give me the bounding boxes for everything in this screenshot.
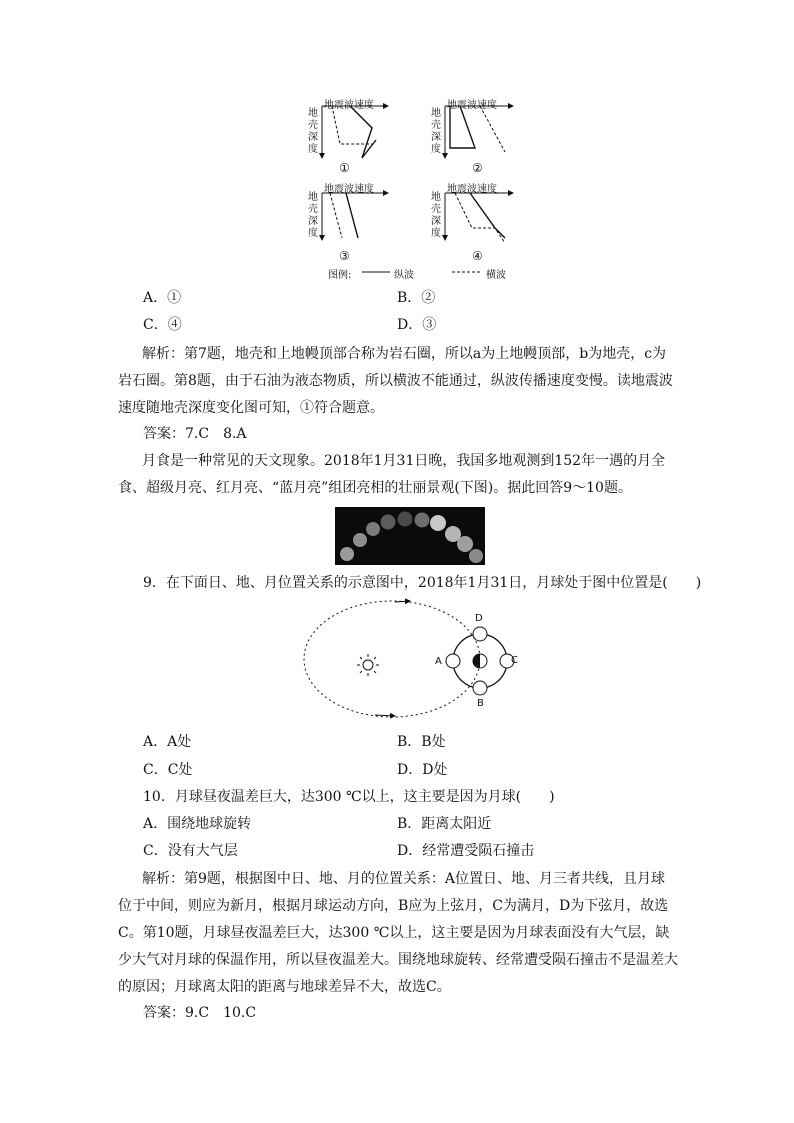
- panel-4: [445, 193, 513, 243]
- q8-option-a: A．①: [143, 290, 182, 306]
- earth-icon: [473, 654, 487, 668]
- panel-2: [445, 106, 513, 158]
- panel-1: [322, 106, 388, 158]
- q10-option-c: C．没有大气层: [143, 843, 238, 859]
- q9-option-c: C．C处: [143, 762, 193, 778]
- lunar-eclipse-photo: [335, 507, 485, 565]
- analysis-7-8: 解析：第7题，地壳和上地幔顶部合称为岩石圈，所以a为上地幔顶部，b为地壳，c为岩石圈。第8题，由于石油为液态物质，所以横波不能通过，纵波传播速度变慢。读地震波速度随地壳深度变化图可知，①符合题意。: [118, 346, 673, 416]
- q10-option-d: D．经常遭受陨石撞击: [397, 843, 535, 859]
- intro-9-10: 月食是一种常见的天文现象。2018年1月31日晚，我国多地观测到152年一遇的月全食、超级月亮、红月亮、“蓝月亮”组团亮相的壮丽景观(下图)。据此回答9～10题。: [118, 453, 666, 496]
- y-axis-label-4: 地 壳 深 度: [431, 192, 441, 239]
- q8-option-b: B．②: [397, 290, 436, 306]
- moon-position-d: [473, 627, 487, 641]
- y-axis-label-1: 地 壳 深 度: [308, 108, 318, 155]
- orbit-label-a: A: [435, 656, 442, 667]
- panel-label-1: ①: [339, 161, 350, 175]
- orbit-label-d: D: [475, 613, 483, 624]
- legend-dashed-label: 横波: [486, 270, 506, 281]
- q9-option-a: A．A处: [143, 734, 192, 750]
- q10-option-b: B．距离太阳近: [397, 816, 492, 832]
- moon-sequence-graphic: [335, 507, 485, 565]
- answer-9-10: 答案：9.C 10.C: [143, 1005, 257, 1021]
- legend-solid-label: 纵波: [394, 270, 414, 281]
- orbit-label-b: B: [477, 698, 484, 709]
- moon-position-a: [446, 654, 460, 668]
- y-axis-label-3: 地 壳 深 度: [308, 192, 318, 239]
- analysis-9-10: 解析：第9题，根据图中日、地、月的位置关系：A位置日、地、月三者共线，且月球位于中间，则应为新月，根据月球运动方向，B应为上弦月，C为满月，D为下弦月，故选C。第10题，月球昼夜温差巨大，达300 ℃以上，这主要是因为月球表面没有大气层，缺少大气对月球的保温作用，所以昼夜温差大。围绕地球旋转、经常遭受陨石撞击不是温差大的原因；月球离太阳的距离与地球差异不大，故选C。: [118, 871, 678, 995]
- sun-icon: [357, 654, 379, 676]
- q9-option-d: D．D处: [397, 762, 448, 778]
- orbit-label-c: C: [511, 655, 518, 666]
- q8-option-d: D．③: [397, 317, 437, 333]
- q8-option-c: C．④: [143, 317, 182, 333]
- y-axis-label-2: 地 壳 深 度: [431, 108, 441, 155]
- question-9: 9．在下面日、地、月位置关系的示意图中，2018年1月31日，月球处于图中位置是( ): [143, 575, 702, 591]
- q10-option-a: A．围绕地球旋转: [143, 816, 252, 832]
- moon-position-b: [473, 681, 487, 695]
- panel-label-4: ④: [472, 249, 483, 263]
- panel-3: [322, 193, 388, 240]
- x-axis-label-4: 地震波速度: [447, 184, 497, 195]
- x-axis-label-3: 地震波速度: [324, 184, 374, 195]
- answer-7-8: 答案：7.C 8.A: [143, 426, 247, 442]
- q9-option-b: B．B处: [397, 734, 446, 750]
- question-10: 10．月球昼夜温差巨大，达300 ℃以上，这主要是因为月球( ): [143, 789, 555, 805]
- x-axis-label-1: 地震波速度: [324, 100, 374, 111]
- sun-earth-moon-diagram: [300, 595, 540, 720]
- legend-prefix: 图例:: [328, 270, 352, 281]
- x-axis-label-2: 地震波速度: [447, 100, 497, 111]
- panel-label-2: ②: [472, 161, 483, 175]
- panel-label-3: ③: [339, 249, 350, 263]
